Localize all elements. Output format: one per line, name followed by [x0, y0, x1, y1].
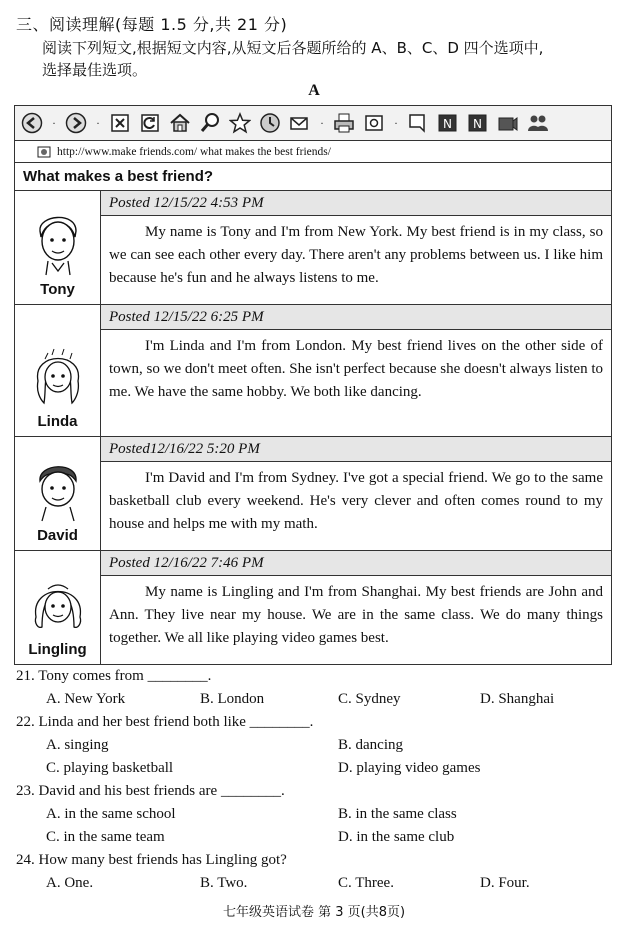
option-b[interactable]: B. in the same class: [338, 806, 457, 822]
url-text: http://www.make friends.com/ what makes the best friends/: [57, 145, 331, 158]
question-stem: 22. Linda and her best friend both like ________.: [16, 714, 314, 730]
option-a[interactable]: A. One.: [46, 875, 94, 891]
option-d[interactable]: D. in the same club: [338, 829, 455, 845]
dropdown-dot-icon[interactable]: ·: [52, 115, 56, 130]
browser-toolbar: [14, 105, 612, 141]
poster-name: Tony: [40, 281, 75, 298]
option-b[interactable]: B. dancing: [338, 737, 403, 753]
post-list: [14, 191, 612, 665]
dropdown-dot-icon[interactable]: ·: [394, 115, 398, 130]
post-timestamp: Posted12/16/22 5:20 PM: [101, 437, 611, 462]
post-text: My name is Lingling and I'm from Shanghai. My best friends are John and Ann. They live near my house. We are in the same class. We do many things together. We all like playing video games best.: [109, 584, 603, 646]
print-icon[interactable]: [331, 110, 357, 136]
option-a[interactable]: A. singing: [46, 737, 109, 753]
post-text: I'm David and I'm from Sydney. I've got a special friend. We go to the same basketball club every weekend. He's very clever and often comes round to my house and helps me with my math.: [109, 470, 603, 532]
dropdown-dot-icon[interactable]: ·: [320, 115, 324, 130]
post-body: [101, 191, 611, 304]
post-linda: [15, 305, 611, 437]
post-lingling: [15, 551, 611, 665]
option-a[interactable]: A. New York: [46, 691, 126, 707]
option-c[interactable]: C. Sydney: [338, 691, 401, 707]
page-heading: What makes a best friend?: [14, 163, 612, 191]
post-timestamp: Posted 12/16/22 7:46 PM: [101, 551, 611, 576]
post-body: [101, 437, 611, 550]
instruction-line-2: 选择最佳选项。: [42, 61, 148, 79]
girl-portrait-icon: [28, 569, 88, 639]
option-c[interactable]: C. Three.: [338, 875, 394, 891]
tool-icon[interactable]: [495, 110, 521, 136]
people-icon[interactable]: [525, 110, 551, 136]
forward-icon[interactable]: [63, 110, 89, 136]
option-d[interactable]: D. Four.: [480, 875, 530, 891]
messenger-icon[interactable]: [435, 110, 461, 136]
discuss-icon[interactable]: [405, 110, 431, 136]
question-stem: 23. David and his best friends are ________.: [16, 783, 285, 799]
option-a[interactable]: A. in the same school: [46, 806, 176, 822]
media-icon[interactable]: [465, 110, 491, 136]
instruction-line-1: 阅读下列短文,根据短文内容,从短文后各题所给的 A、B、C、D 四个选项中,: [42, 39, 544, 57]
avatar-david: [15, 437, 101, 550]
back-icon[interactable]: [19, 110, 45, 136]
option-b[interactable]: B. Two.: [200, 875, 248, 891]
svg-text:N: N: [473, 117, 482, 131]
poster-name: Linda: [37, 413, 78, 430]
home-icon[interactable]: [167, 110, 193, 136]
poster-name: Lingling: [28, 641, 87, 658]
post-body: [101, 551, 611, 664]
favorites-icon[interactable]: [227, 110, 253, 136]
option-d[interactable]: D. playing video games: [338, 760, 481, 776]
mail-icon[interactable]: [287, 110, 313, 136]
question-stem: 21. Tony comes from ________.: [16, 668, 212, 684]
edit-icon[interactable]: [361, 110, 387, 136]
boy-portrait-icon: [28, 455, 88, 525]
question-stem: 24. How many best friends has Lingling got?: [16, 852, 287, 868]
post-body: [101, 305, 611, 436]
option-b[interactable]: B. London: [200, 691, 265, 707]
option-d[interactable]: D. Shanghai: [480, 691, 555, 707]
poster-name: David: [37, 527, 78, 544]
post-tony: [15, 191, 611, 305]
search-icon[interactable]: [197, 110, 223, 136]
post-text: I'm Linda and I'm from London. My best friend lives on the other side of town, so we don't meet often. She isn't perfect because she doesn't always listen to me. We have the same hobby. We both like dancing.: [109, 338, 603, 400]
boy-portrait-icon: [28, 209, 88, 279]
refresh-icon[interactable]: [137, 110, 163, 136]
avatar-lingling: [15, 551, 101, 664]
option-c[interactable]: C. in the same team: [46, 829, 165, 845]
page-footer: 七年级英语试卷 第 3 页(共8页): [222, 905, 406, 920]
option-c[interactable]: C. playing basketball: [46, 760, 174, 776]
avatar-tony: [15, 191, 101, 304]
dropdown-dot-icon[interactable]: ·: [96, 115, 100, 130]
part-label: A: [308, 82, 320, 99]
post-timestamp: Posted 12/15/22 4:53 PM: [101, 191, 611, 216]
stop-icon[interactable]: [107, 110, 133, 136]
post-timestamp: Posted 12/15/22 6:25 PM: [101, 305, 611, 330]
post-text: My name is Tony and I'm from New York. My best friend is in my class, so we can see each other every day. There aren't any problems between us. I like him because he's fun and he always listens to me.: [109, 224, 603, 286]
history-icon[interactable]: [257, 110, 283, 136]
post-david: [15, 437, 611, 551]
svg-text:N: N: [443, 117, 452, 131]
section-title: 三、阅读理解(每题 1.5 分,共 21 分): [16, 15, 288, 34]
page-icon: [37, 145, 51, 159]
address-bar[interactable]: [14, 141, 612, 163]
avatar-linda: [15, 305, 101, 436]
girl-portrait-icon: [28, 341, 88, 411]
